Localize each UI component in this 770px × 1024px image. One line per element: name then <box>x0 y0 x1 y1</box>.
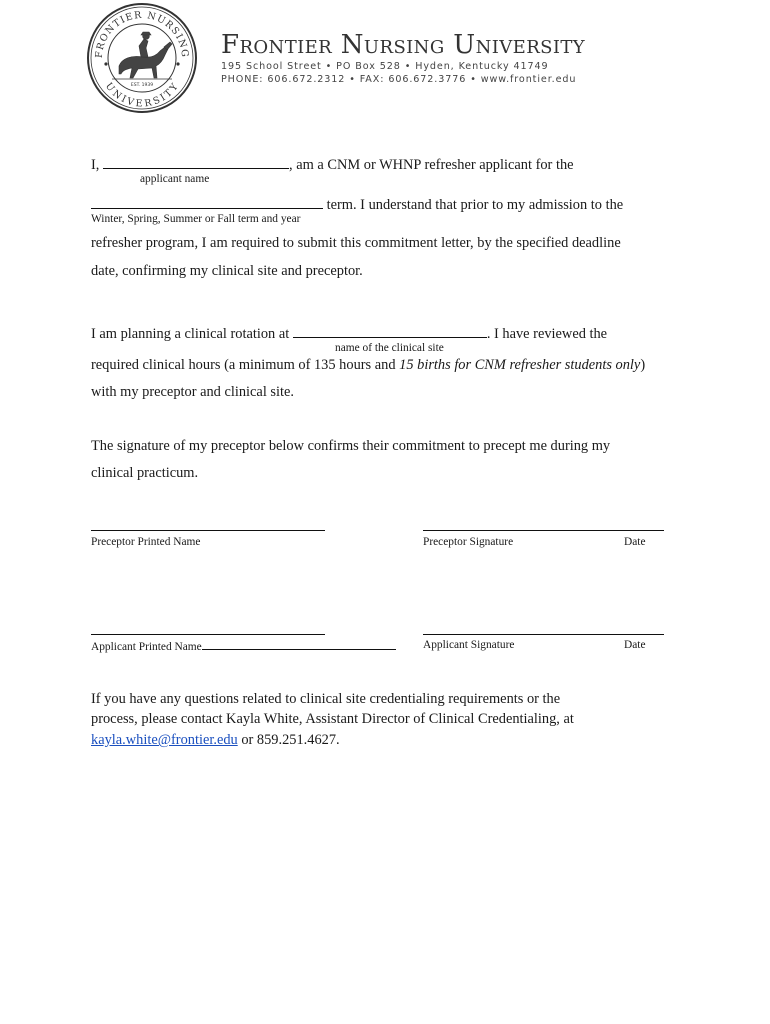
seal-text-top: FRONTIER NURSING <box>93 9 191 59</box>
cnm-births-requirement: 15 births for CNM refresher students only <box>399 357 641 373</box>
clinical-site-line: I am planning a clinical rotation at . I have reviewed the <box>91 323 607 343</box>
contact-line2: process, please contact Kayla White, Assistant Director of Clinical Credentialing, at <box>91 711 574 727</box>
university-address: 195 School Street • PO Box 528 • Hyden, Kentucky 41749 <box>221 61 549 72</box>
term-caption: Winter, Spring, Summer or Fall term and year <box>91 213 301 225</box>
applicant-line: I, , am a CNM or WHNP refresher applicant for the <box>91 154 574 174</box>
contact-email-link[interactable]: kayla.white@frontier.edu <box>91 732 238 748</box>
preceptor-signature-line[interactable] <box>423 530 664 531</box>
seal-est-text: EST. 1939 <box>130 83 154 88</box>
applicant-name-line[interactable] <box>91 634 325 635</box>
term-line: term. I understand that prior to my admission to the <box>91 194 623 214</box>
applicant-signature-line[interactable] <box>423 634 664 635</box>
applicant-name-caption: applicant name <box>140 173 210 185</box>
contact-phone: or 859.251.4627. <box>237 732 340 748</box>
para1-line3: refresher program, I am required to submit this commitment letter, by the specified deadline <box>91 235 621 251</box>
applicant-name-extra-field[interactable] <box>202 638 396 650</box>
preceptor-date-label: Date <box>624 536 646 548</box>
para2-line2: required clinical hours (a minimum of 135 hours and 15 births for CNM refresher students only) <box>91 357 646 373</box>
applicant-date-label: Date <box>624 639 646 651</box>
preceptor-signature-label: Preceptor Signature <box>423 536 514 548</box>
para3-line2: clinical practicum. <box>91 465 199 481</box>
university-contact: PHONE: 606.672.2312 • FAX: 606.672.3776 • www.frontier.edu <box>221 74 577 85</box>
seal-text-bottom: UNIVERSITY <box>102 80 182 110</box>
applicant-signature-label: Applicant Signature <box>423 639 515 651</box>
para2-line3: with my preceptor and clinical site. <box>91 384 295 400</box>
contact-line1: If you have any questions related to clinical site credentialing requirements or the <box>91 691 561 707</box>
university-name: Frontier Nursing University <box>221 30 586 60</box>
university-seal-logo <box>86 2 198 114</box>
para1-line4: date, confirming my clinical site and preceptor. <box>91 263 363 279</box>
clinical-site-caption: name of the clinical site <box>335 342 444 354</box>
term-field[interactable] <box>91 194 323 209</box>
clinical-site-field[interactable] <box>293 323 487 338</box>
preceptor-name-label: Preceptor Printed Name <box>91 536 201 548</box>
applicant-name-label: Applicant Printed Name <box>91 641 202 653</box>
para3-line1: The signature of my preceptor below confirms their commitment to precept me during my <box>91 438 611 454</box>
contact-line3 <box>91 731 340 749</box>
applicant-name-label-row <box>91 638 396 654</box>
preceptor-name-line[interactable] <box>91 530 325 531</box>
letterhead <box>221 30 585 86</box>
applicant-name-field[interactable] <box>103 154 289 169</box>
